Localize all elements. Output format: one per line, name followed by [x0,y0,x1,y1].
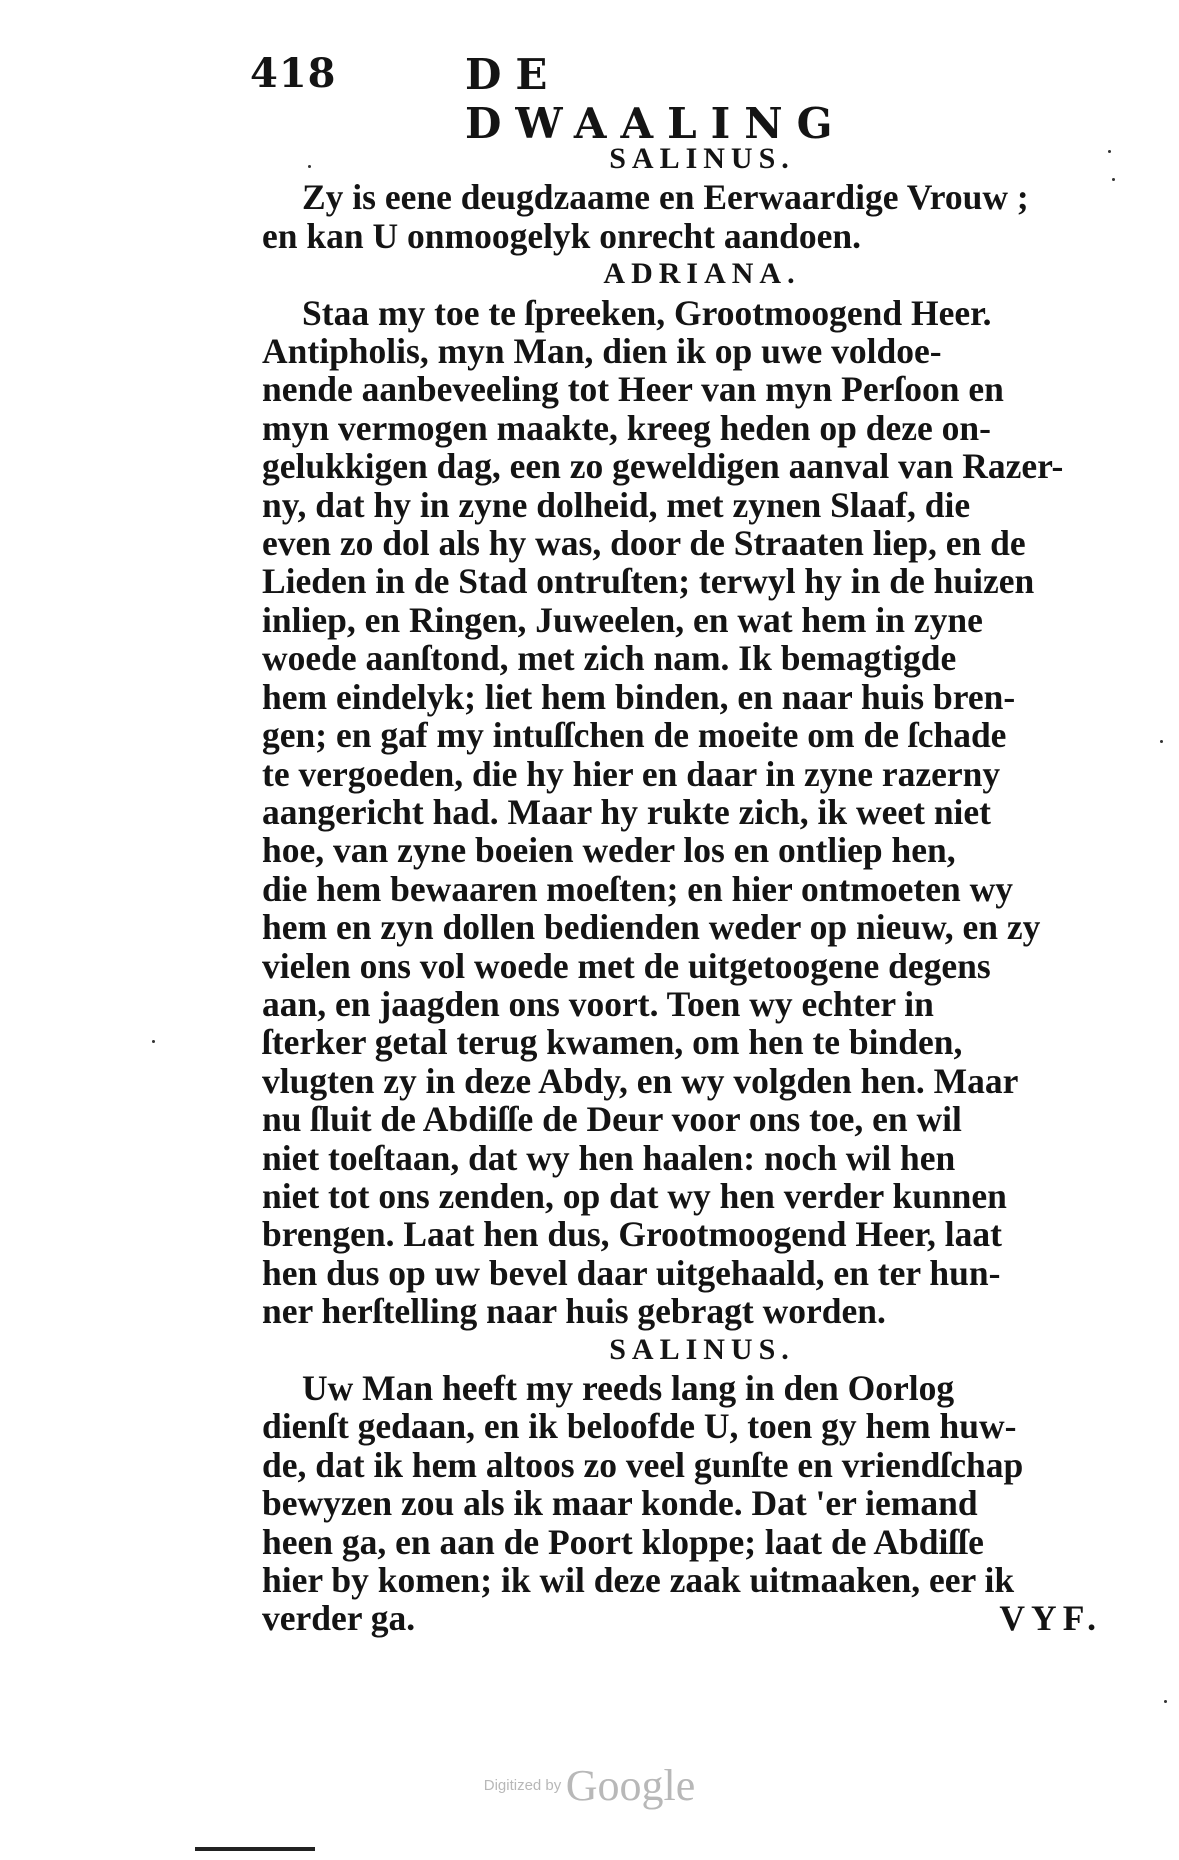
text-line: vielen ons vol woede met de uitgetoogene degens [262,945,991,986]
text-line: dienſt gedaan, en ik beloofde U, toen gy hem huw- [262,1406,1017,1447]
print-speck [152,1040,155,1043]
text-line: vlugten zy in deze Abdy, en wy volgden hen. Maar [262,1060,1019,1101]
text-line: hier by komen; ik wil deze zaak uitmaaken, eer ik [262,1560,1015,1601]
text-line: woede aanſtond, met zich nam. Ik bemagtigde [262,638,957,679]
page-body [262,140,1112,1638]
speaker-heading: SALINUS. [609,142,795,175]
page-header [250,50,950,148]
catchword: VYF. [999,1598,1102,1639]
text-line: even zo dol als hy was, door de Straaten liep, en de [262,523,1026,564]
print-speck [1164,1700,1167,1703]
text-line: brengen. Laat hen dus, Grootmoogend Heer, laat [262,1214,1002,1255]
text-line: Lieden in de Stad ontruſten; terwyl hy in de huizen [262,561,1035,602]
text-line: ner herſtelling naar huis gebragt worden. [262,1291,886,1332]
text-line: gen; en gaf my intuſſchen de moeite om de ſchade [262,715,1007,756]
text-line: aangericht had. Maar hy rukte zich, ik weet niet [262,791,991,832]
text-line: heen ga, en aan de Poort kloppe; laat de Abdiſſe [262,1521,984,1562]
print-speck [1108,150,1111,153]
text-line: hen dus op uw bevel daar uitgehaald, en ter hun- [262,1252,1001,1293]
text-line: niet tot ons zenden, op dat wy hen verder kunnen [262,1175,1007,1216]
print-speck [308,165,311,168]
running-title: DE DWAALING [465,50,847,148]
text-line: myn vermogen maakte, kreeg heden op deze on- [262,407,991,448]
text-line: Uw Man heeft my reeds lang in den Oorlog [302,1368,955,1408]
text-line: ſterker getal terug kwamen, om hen te binden, [262,1022,963,1063]
print-speck [1112,178,1115,181]
watermark-logo-text: Google [565,1761,696,1810]
text-line: inliep, en Ringen, Juweelen, en wat hem in zyne [262,599,983,640]
text-line: Antipholis, myn Man, dien ik op uwe voldoe- [262,331,942,372]
page-number: 418 [250,50,337,97]
speech-block [262,1369,1112,1638]
speech-block [262,294,1112,1331]
text-line: hem eindelyk; liet hem binden, en naar huis bren- [262,676,1016,717]
speaker-heading: ADRIANA. [603,257,801,291]
last-line-row [262,1599,1112,1637]
text-line: verder ga. [262,1598,416,1639]
text-line: nende aanbeveeling tot Heer van myn Perſoon en [262,369,1004,410]
text-line: niet toeſtaan, dat wy hen haalen: noch wil hen [262,1137,956,1178]
text-line: Staa my toe te ſpreeken, Grootmoogend Heer. [302,292,992,333]
text-line: de, dat ik hem altoos zo veel gunſte en vriendſchap [262,1444,1024,1485]
watermark-small-text: Digitized by [483,1777,562,1794]
text-line: te vergoeden, die hy hier en daar in zyne razerny [262,753,1001,794]
text-line: hem en zyn dollen bedienden weder op nieuw, en zy [262,907,1041,948]
bottom-edge-mark [195,1847,315,1851]
print-speck [1160,740,1163,743]
text-line: die hem bewaaren moeſten; en hier ontmoeten wy [262,868,1013,909]
speech-block [262,178,1112,255]
text-line: en kan U onmoogelyk onrecht aandoen. [262,215,861,256]
text-line: bewyzen zou als ik maar konde. Dat 'er iemand [262,1483,978,1524]
text-line: nu ſluit de Abdiſſe de Deur voor ons toe, en wil [262,1099,962,1140]
text-line: Zy is eene deugdzaame en Eerwaardige Vrouw ; [302,177,1029,218]
text-line: hoe, van zyne boeien weder los en ontliep hen, [262,830,956,871]
text-line: aan, en jaagden ons voort. Toen wy echter in [262,983,934,1024]
digitized-watermark [0,1760,1179,1811]
speaker-heading: SALINUS. [609,1332,795,1366]
text-line: gelukkigen dag, een zo geweldigen aanval van Razer- [262,446,1064,487]
text-line: ny, dat hy in zyne dolheid, met zynen Slaaf, die [262,484,971,525]
